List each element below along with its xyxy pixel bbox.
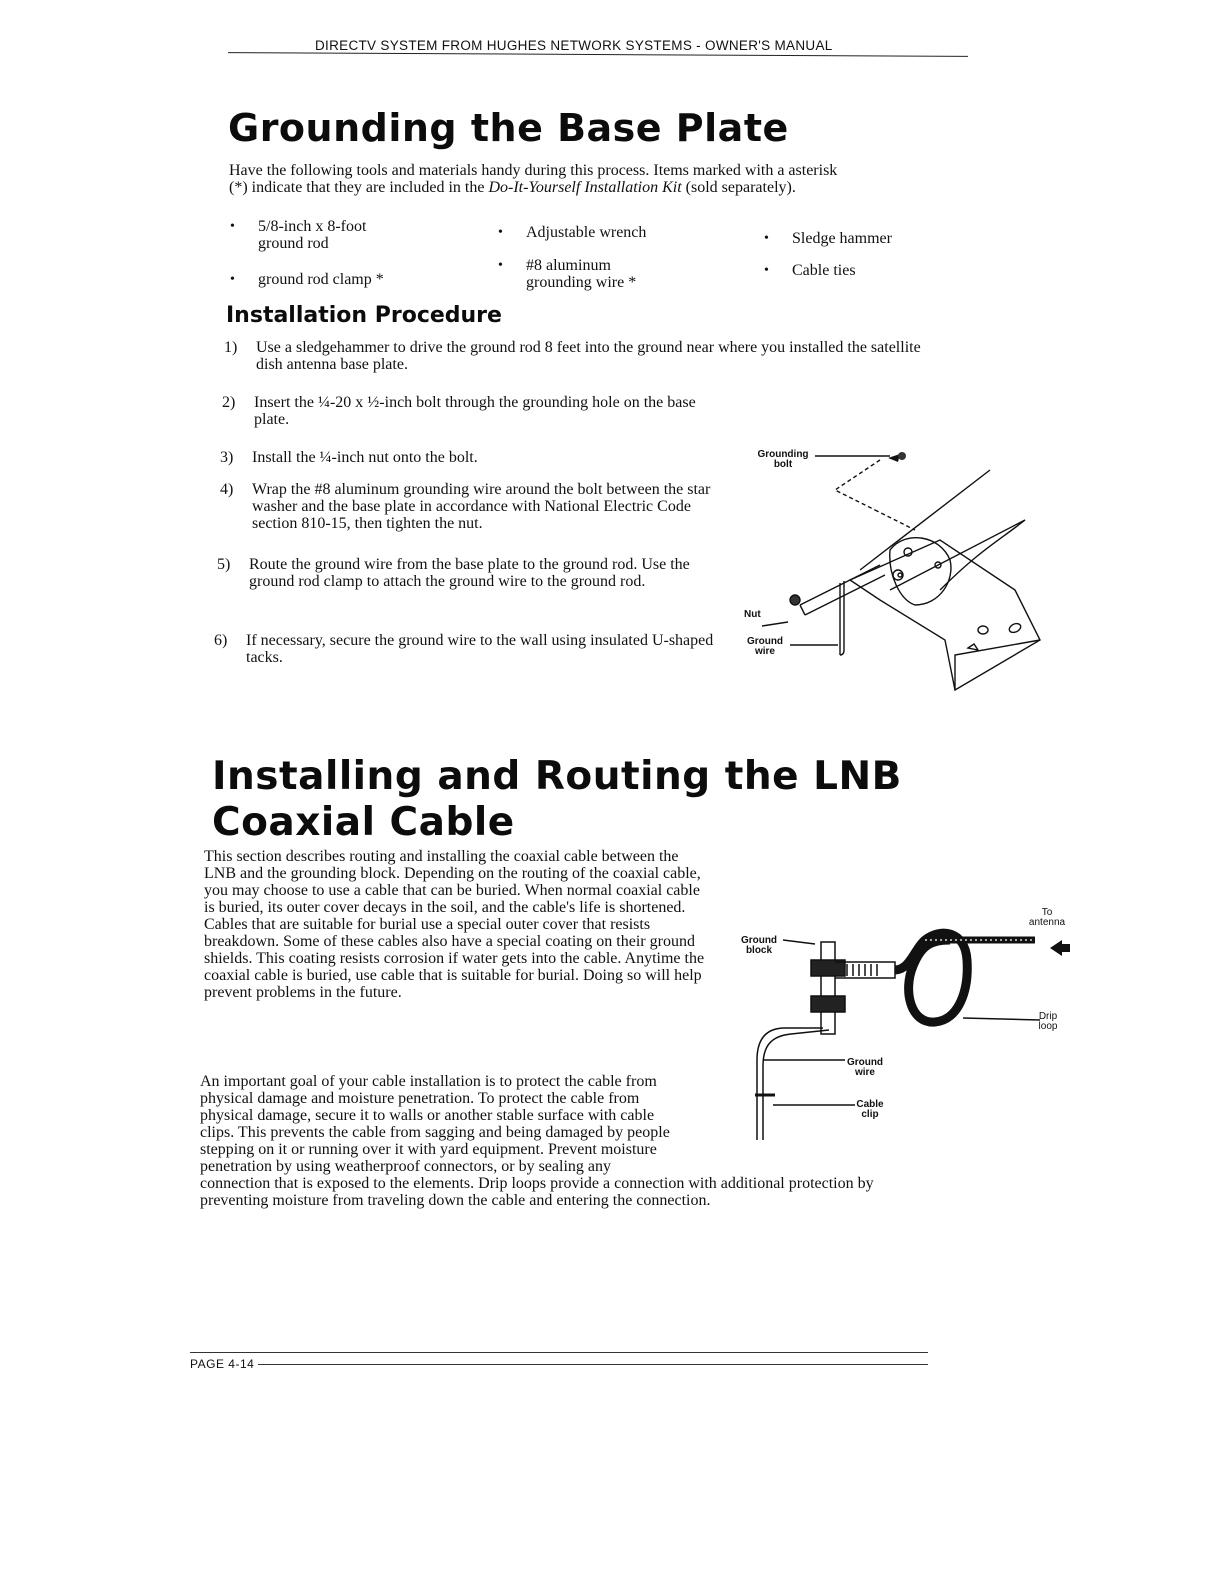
list-item — [498, 257, 666, 291]
ground-block-figure — [735, 900, 1075, 1160]
step-number: 6) — [214, 632, 228, 649]
bullet-icon: • — [498, 225, 503, 240]
step-text: Route the ground wire from the base plate to the ground rod. Use the ground rod clamp to attach the ground wire to the ground rod. — [249, 556, 690, 590]
section-title: Grounding the Base Plate — [228, 106, 789, 150]
step-item — [224, 339, 946, 373]
step-text: Insert the ¼-20 x ½-inch bolt through the grounding hole on the base plate. — [254, 394, 696, 428]
bullet-icon: • — [498, 258, 503, 273]
intro-paragraph — [229, 162, 949, 196]
intro-text: (*) indicate that they are included in the — [229, 179, 489, 196]
step-item — [214, 632, 724, 666]
page-number: PAGE 4-14 — [190, 1357, 255, 1371]
ground-wire-label: Ground wire — [746, 636, 784, 657]
list-item-text: Cable ties — [792, 262, 856, 279]
step-text: Install the ¼-inch nut onto the bolt. — [252, 449, 478, 466]
step-item — [217, 556, 705, 590]
list-item — [764, 230, 952, 247]
section-grounding — [228, 106, 789, 150]
intro-line-1: Have the following tools and materials handy during this process. Items marked with a asterisk — [229, 162, 838, 179]
step-number: 5) — [217, 556, 231, 573]
section-title-line-2: Coaxial Cable — [212, 800, 515, 845]
footer-rule — [190, 1352, 928, 1353]
base-plate-illustration — [740, 440, 1085, 700]
grounding-bolt-label: Grounding bolt — [757, 449, 809, 470]
step-text: Use a sledgehammer to drive the ground rod 8 feet into the ground near where you installed the satellite dish antenna base plate. — [256, 339, 921, 373]
cable-clip-label: Cable clip — [856, 1099, 884, 1120]
nut-label: Nut — [744, 609, 761, 620]
bullet-icon: • — [230, 272, 235, 287]
list-item-text: ground rod clamp * — [258, 271, 384, 288]
kit-name: Do-It-Yourself Installation Kit — [488, 179, 682, 196]
procedure-heading-wrap — [226, 303, 502, 328]
list-item-text: Adjustable wrench — [526, 224, 647, 241]
list-item-text: Sledge hammer — [792, 230, 892, 247]
ground-wire-label: Ground wire — [846, 1057, 884, 1078]
step-text: Wrap the #8 aluminum grounding wire around the bolt between the star washer and the base plate in accordance with National Electric Code section 810-15, then tighten the nut. — [252, 481, 711, 532]
procedure-heading: Installation Procedure — [226, 303, 502, 328]
bullet-icon: • — [764, 231, 769, 246]
footer-rule — [258, 1364, 928, 1365]
running-header: DIRECTV SYSTEM FROM HUGHES NETWORK SYSTEMS - OWNER'S MANUAL — [315, 38, 833, 53]
step-item — [220, 449, 722, 466]
base-plate-figure — [740, 440, 1085, 700]
protection-paragraph: An important goal of your cable installation is to protect the cable from physical damage and moisture penetration. To protect the cable from physical damage, secure it to walls or another stable surface with cable clips. This prevents the cable from sagging and being damaged by people stepping on it or running over it with yard equipment. Prevent moisture penetration by using weatherproof connectors, or by sealing any connection that is exposed to the elements. Drip loops provide a connection with additional protection by preventing moisture from traveling down the cable and entering the connection. — [200, 1073, 874, 1209]
step-number: 1) — [224, 339, 238, 356]
step-number: 4) — [220, 481, 234, 498]
list-item — [498, 224, 706, 241]
bullet-icon: • — [764, 263, 769, 278]
drip-loop-label: Drip loop — [1038, 1011, 1058, 1032]
step-item — [222, 394, 734, 428]
ground-block-illustration — [735, 900, 1075, 1160]
list-item — [230, 218, 408, 252]
to-antenna-label: To antenna — [1028, 907, 1066, 928]
section-lnb-cable — [212, 754, 932, 846]
list-item-text: 5/8-inch x 8-foot ground rod — [258, 218, 367, 252]
list-item — [764, 262, 952, 279]
intro-line-2 — [229, 179, 949, 196]
ground-block-label: Ground block — [740, 935, 778, 956]
bullet-icon: • — [230, 219, 235, 234]
list-item — [230, 271, 438, 288]
intro-text: (sold separately). — [681, 179, 796, 196]
step-item — [220, 481, 730, 532]
step-number: 2) — [222, 394, 236, 411]
burial-paragraph: This section describes routing and installing the coaxial cable between the LNB and the grounding block. Depending on the routing of the coaxial cable, you may choose to use a cable that can be buried. When normal coaxial cable is buried, its outer cover decays in the soil, and the cable's life is shortened. Cables that are suitable for burial use a special outer cover that resists breakdown. Some of these cables also have a special coating on their ground shields. This coating resists corrosion if water gets into the cable. Anytime the coaxial cable is buried, use cable that is suitable for burial. Doing so will help prevent problems in the future. — [204, 848, 705, 1001]
step-number: 3) — [220, 449, 234, 466]
step-text: If necessary, secure the ground wire to the wall using insulated U-shaped tacks. — [246, 632, 714, 666]
list-item-text: #8 aluminum grounding wire * — [526, 257, 637, 291]
section-title: Installing and Routing the LNB — [212, 754, 902, 799]
